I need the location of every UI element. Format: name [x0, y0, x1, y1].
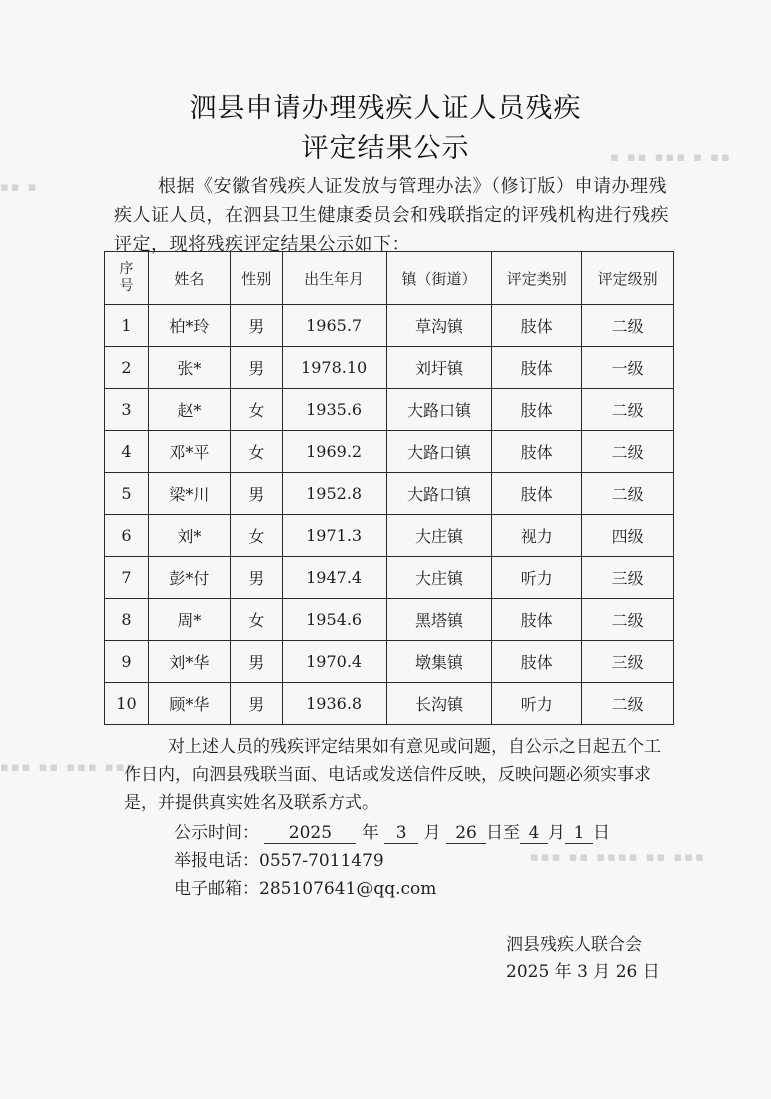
cell-name: 赵*: [148, 389, 230, 431]
cell-no: 9: [105, 641, 149, 683]
cell-no: 4: [105, 431, 149, 473]
cell-town: 墩集镇: [386, 641, 492, 683]
cell-no: 8: [105, 599, 149, 641]
cell-type: 听力: [492, 557, 582, 599]
signature-org: 泗县残疾人联合会: [506, 935, 642, 955]
cell-birth: 1935.6: [282, 389, 386, 431]
cell-town: 大庄镇: [386, 515, 492, 557]
bleed-through-decoration: ▪▪▪ ▪▪ ▪▪▪ ▪▪▪: [0, 760, 138, 775]
cell-town: 大路口镇: [386, 389, 492, 431]
cell-name: 刘*华: [148, 641, 230, 683]
table-row: [105, 473, 674, 515]
cell-type: 肢体: [492, 389, 582, 431]
report-phone: 举报电话：0557-7011479: [174, 851, 384, 871]
cell-birth: 1952.8: [282, 473, 386, 515]
col-header-level: 评定级别: [582, 252, 674, 305]
cell-level: 三级: [582, 557, 674, 599]
signature-date: 2025 年 3 月 26 日: [506, 962, 660, 982]
cell-gender: 男: [230, 305, 282, 347]
publicity-end-day: 1: [565, 823, 593, 844]
cell-name: 张*: [148, 347, 230, 389]
bleed-through-decoration: ▪ ▪▪ ▪▪▪ ▪ ▪▪: [610, 150, 732, 165]
cell-gender: 女: [230, 599, 282, 641]
cell-name: 刘*: [148, 515, 230, 557]
publicity-day: 26: [446, 823, 486, 844]
cell-gender: 女: [230, 515, 282, 557]
objection-paragraph: 对上述人员的残疾评定结果如有意见或问题，自公示之日起五个工作日内，向泗县残联当面、电话或发送信件反映，反映问题必须实事求是，并提供真实姓名及联系方式。: [124, 737, 661, 813]
cell-level: 二级: [582, 431, 674, 473]
publicity-period: 公示时间： 2025 年 3 月 26 日至 4 月 1 日: [174, 823, 611, 843]
cell-level: 四级: [582, 515, 674, 557]
results-table: [104, 251, 674, 725]
cell-no: 2: [105, 347, 149, 389]
cell-level: 二级: [582, 599, 674, 641]
cell-no: 5: [105, 473, 149, 515]
table-row: [105, 431, 674, 473]
cell-gender: 女: [230, 389, 282, 431]
col-header-birth: 出生年月: [282, 252, 386, 305]
cell-level: 三级: [582, 641, 674, 683]
publicity-year: 2025: [264, 823, 356, 844]
bleed-through-decoration: ▪▪ ▪: [0, 180, 39, 195]
cell-birth: 1970.4: [282, 641, 386, 683]
cell-birth: 1936.8: [282, 683, 386, 725]
cell-birth: 1954.6: [282, 599, 386, 641]
cell-type: 听力: [492, 683, 582, 725]
intro-paragraph: 根据《安徽省残疾人证发放与管理办法》（修订版）申请办理残疾人证人员，在泗县卫生健康委员会和残联指定的评残机构进行残疾评定，现将残疾评定结果公示如下：: [114, 176, 669, 255]
table-row: [105, 347, 674, 389]
col-header-type: 评定类别: [492, 252, 582, 305]
table-row: [105, 641, 674, 683]
table-row: [105, 305, 674, 347]
table-row: [105, 557, 674, 599]
page-title: 泗县申请办理残疾人证人员残疾: [189, 93, 582, 124]
cell-gender: 男: [230, 557, 282, 599]
cell-level: 二级: [582, 683, 674, 725]
cell-name: 周*: [148, 599, 230, 641]
cell-type: 肢体: [492, 431, 582, 473]
cell-town: 刘圩镇: [386, 347, 492, 389]
table-row: [105, 599, 674, 641]
cell-level: 二级: [582, 473, 674, 515]
cell-type: 肢体: [492, 599, 582, 641]
phone-number: 0557-7011479: [259, 851, 384, 871]
cell-name: 彭*付: [148, 557, 230, 599]
cell-no: 6: [105, 515, 149, 557]
cell-town: 黑塔镇: [386, 599, 492, 641]
publicity-end-month: 4: [520, 823, 548, 844]
table-row: [105, 683, 674, 725]
cell-gender: 男: [230, 683, 282, 725]
cell-no: 7: [105, 557, 149, 599]
cell-level: 一级: [582, 347, 674, 389]
cell-town: 大路口镇: [386, 431, 492, 473]
col-header-seq: 序 号: [105, 252, 149, 305]
cell-type: 肢体: [492, 305, 582, 347]
cell-level: 二级: [582, 389, 674, 431]
cell-name: 柏*玲: [148, 305, 230, 347]
email-address: 285107641@qq.com: [259, 879, 437, 899]
cell-town: 草沟镇: [386, 305, 492, 347]
cell-birth: 1978.10: [282, 347, 386, 389]
table-row: [105, 389, 674, 431]
col-header-name: 姓名: [148, 252, 230, 305]
publicity-month: 3: [384, 823, 418, 844]
cell-birth: 1947.4: [282, 557, 386, 599]
cell-town: 长沟镇: [386, 683, 492, 725]
cell-level: 二级: [582, 305, 674, 347]
col-header-gender: 性别: [230, 252, 282, 305]
cell-town: 大路口镇: [386, 473, 492, 515]
report-email: 电子邮箱：285107641@qq.com: [174, 879, 437, 899]
cell-birth: 1965.7: [282, 305, 386, 347]
cell-gender: 男: [230, 473, 282, 515]
cell-name: 顾*华: [148, 683, 230, 725]
cell-gender: 男: [230, 347, 282, 389]
cell-name: 邓*平: [148, 431, 230, 473]
cell-gender: 女: [230, 431, 282, 473]
cell-no: 3: [105, 389, 149, 431]
cell-type: 肢体: [492, 473, 582, 515]
cell-no: 1: [105, 305, 149, 347]
cell-name: 梁*川: [148, 473, 230, 515]
cell-type: 视力: [492, 515, 582, 557]
page-subtitle: 评定结果公示: [301, 133, 470, 164]
cell-type: 肢体: [492, 347, 582, 389]
cell-birth: 1969.2: [282, 431, 386, 473]
cell-type: 肢体: [492, 641, 582, 683]
cell-town: 大庄镇: [386, 557, 492, 599]
cell-no: 10: [105, 683, 149, 725]
col-header-town: 镇（街道）: [386, 252, 492, 305]
table-row: [105, 515, 674, 557]
bleed-through-decoration: ▪▪▪ ▪▪ ▪▪▪▪ ▪▪ ▪▪▪: [530, 850, 706, 865]
cell-gender: 男: [230, 641, 282, 683]
table-header-row: [105, 252, 674, 305]
cell-birth: 1971.3: [282, 515, 386, 557]
